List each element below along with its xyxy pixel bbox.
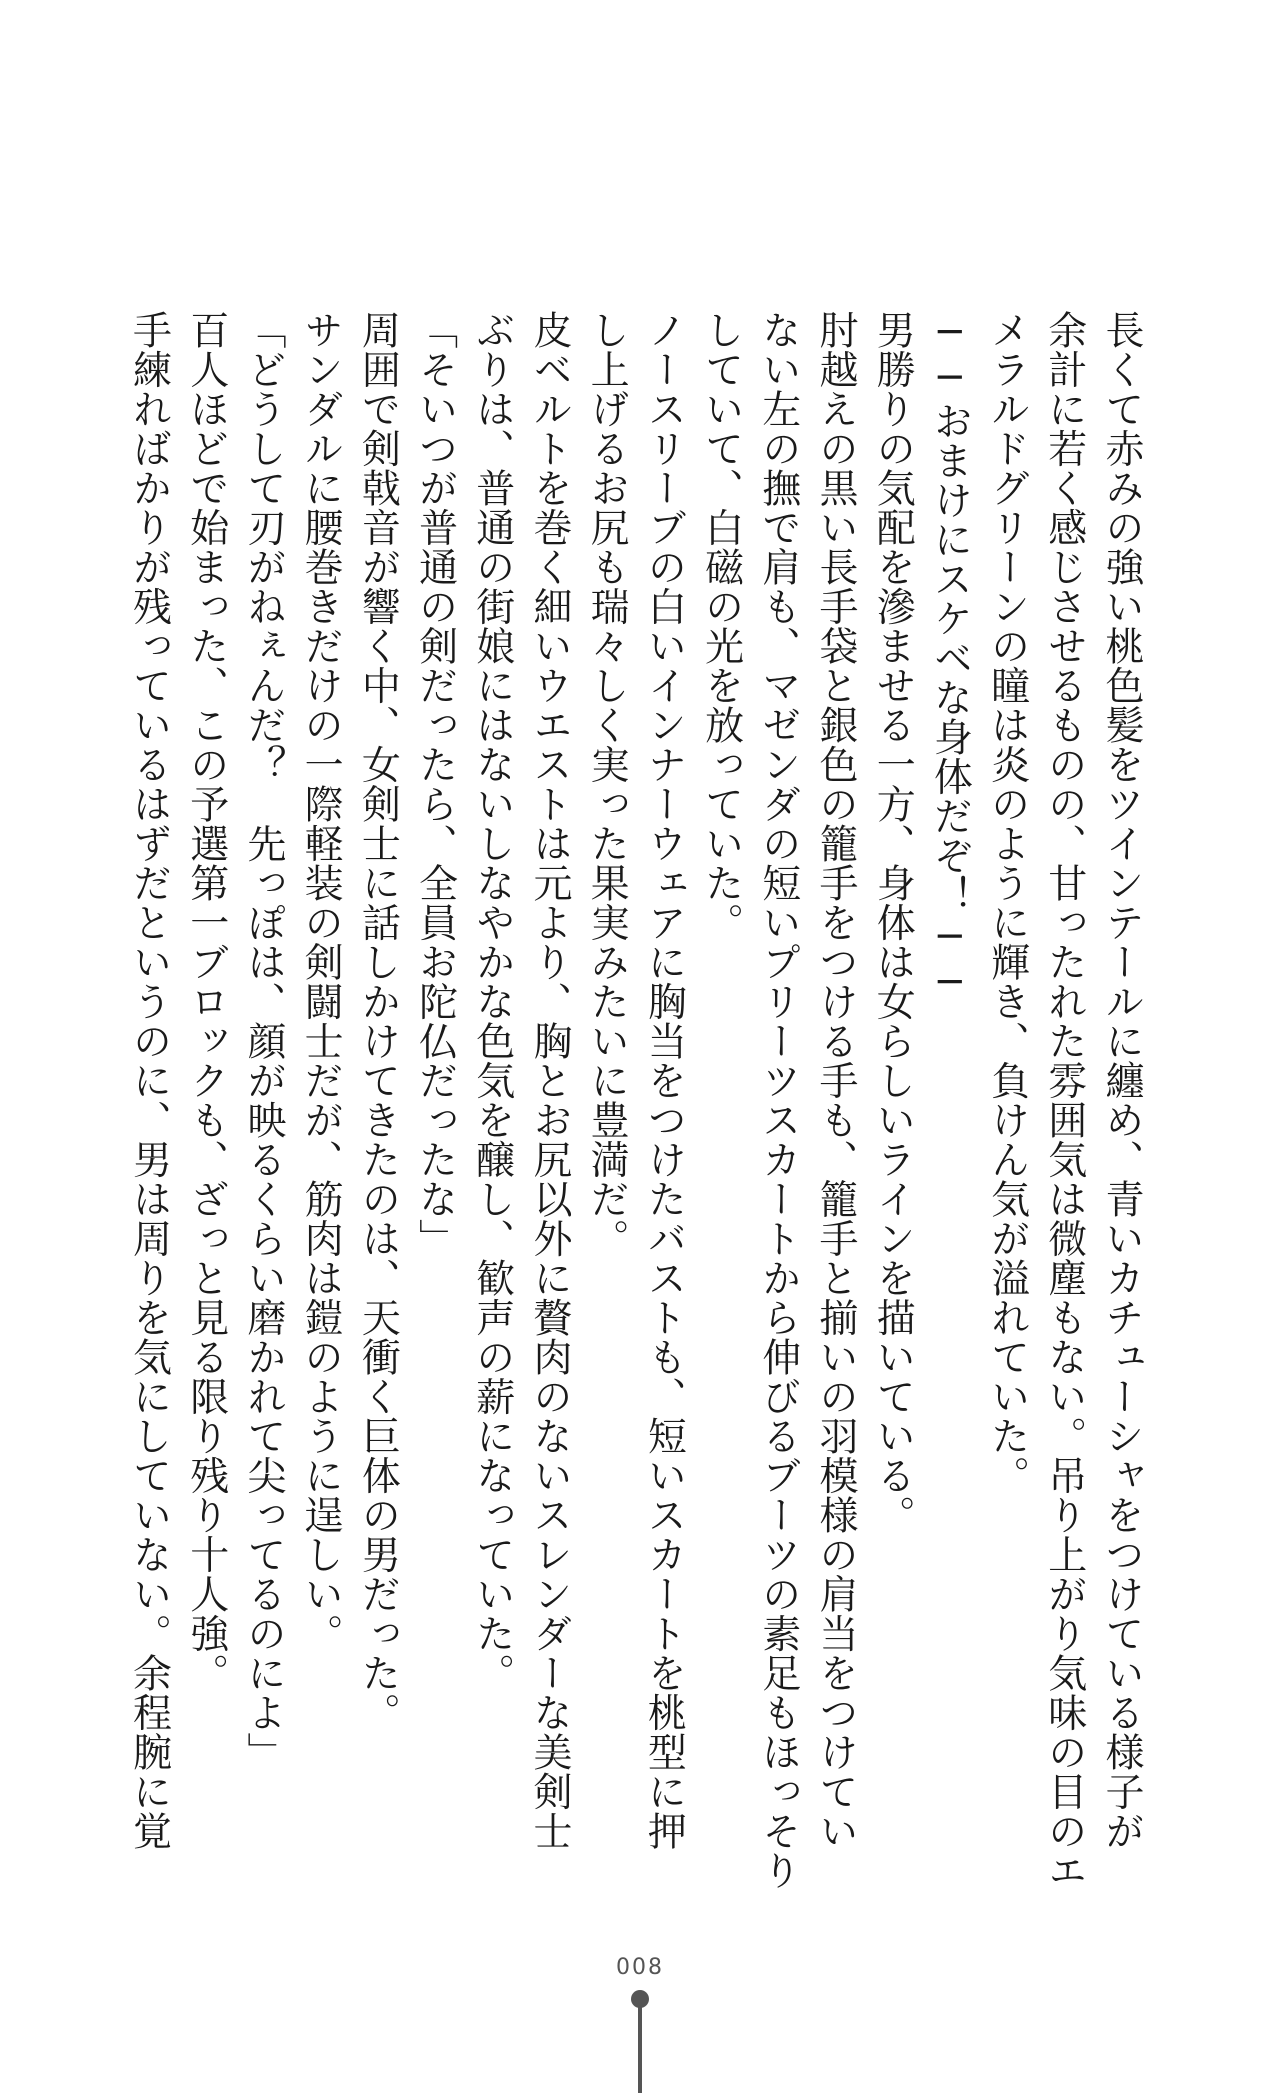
text-line: 百人ほどで始まった、この予選第一ブロックも、ざっと見る限り残り十人強。 xyxy=(183,310,229,1693)
text-line: 長くて赤みの強い桃色髪をツインテールに纏め、青いカチューシャをつけている様子が xyxy=(1099,310,1144,1851)
text-line: していて、白磁の光を放っていた。 xyxy=(698,310,744,942)
text-line: メラルドグリーンの瞳は炎のように輝き、負けん気が溢れていた。 xyxy=(984,310,1030,1495)
text-line: ない左の撫で肩も、マゼンダの短いプリーツスカートから伸びるブーツの素足もほっそり xyxy=(755,310,801,1890)
text-line: 男勝りの気配を滲ませる一方、身体は女らしいラインを描いている。 xyxy=(870,310,916,1535)
text-line: 皮ベルトを巻く細いウエストは元より、胸とお尻以外に贅肉のないスレンダーな美剣士 xyxy=(526,310,572,1851)
page-marker-line xyxy=(638,2003,642,2093)
page-number: 008 xyxy=(616,1955,664,1980)
text-line: 手練ればかりが残っているはずだというのに、男は周りを気にしていない。余程腕に覚 xyxy=(126,310,172,1851)
text-line: ノースリーブの白いインナーウェアに胸当をつけたバストも、短いスカートを桃型に押 xyxy=(641,310,687,1851)
body-text xyxy=(126,310,1150,1890)
text-line: 周囲で剣戟音が響く中、女剣士に話しかけてきたのは、天衝く巨体の男だった。 xyxy=(355,310,401,1732)
text-line: ぶりは、普通の街娘にはないしなやかな色気を醸し、歓声の薪になっていた。 xyxy=(469,310,515,1693)
text-line: 「どうして刃がねぇんだ？ 先っぽは、顔が映るくらい磨かれて尖ってるのによ」 xyxy=(240,310,286,1772)
text-line: サンダルに腰巻きだけの一際軽装の剣闘士だが、筋肉は鎧のように逞しい。 xyxy=(298,310,344,1653)
text-line: 肘越えの黒い長手袋と銀色の籠手をつける手も、籠手と揃いの羽模様の肩当をつけてい xyxy=(812,310,858,1851)
text-line: ──おまけにスケベな身体だぞ！── xyxy=(927,310,973,1006)
text-line: 「そいつが普通の剣だったら、全員お陀仏だったな」 xyxy=(412,310,458,1258)
text-line: 余計に若く感じさせるものの、甘ったれた雰囲気は微塵もない。吊り上がり気味の目のエ xyxy=(1041,310,1087,1890)
text-line: し上げるお尻も瑞々しく実った果実みたいに豊満だ。 xyxy=(584,310,630,1258)
